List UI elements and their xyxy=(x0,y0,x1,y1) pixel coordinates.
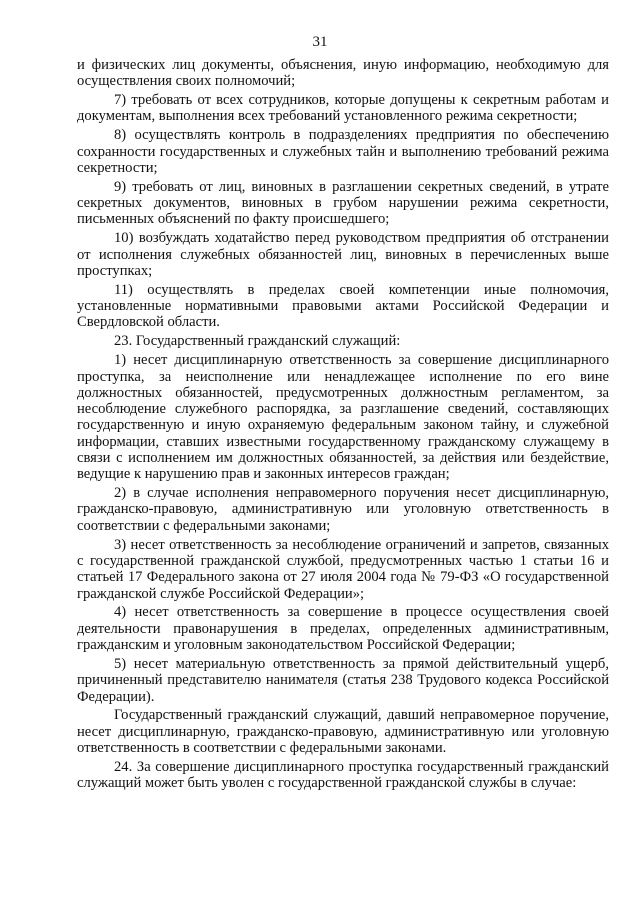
section-heading-23: 23. Государственный гражданский служащий: xyxy=(114,333,401,350)
document-body xyxy=(77,57,609,794)
section-23-item-1: 1) несет дисциплинарную ответственность за совершение дисциплинарного проступка, за неисполнение или ненадлежащее исполнение по его вине должностных обязанностей, предусмотренных должностным регламентом, за несоблюдение служебного распорядка, за разглашение сведений, составляющих государственную и иную охраняемую федеральным законом тайну, и служебной информации, ставших известными государственному гражданскому служащему в связи с исполнением им должностных обязанностей, за действия или бездействие, ведущие к нарушению прав и законных интересов граждан; xyxy=(77,352,609,483)
list-item-7: 7) требовать от всех сотрудников, которые допущены к секретным работам и документам, выполнения всех требований установленного режима секретности; xyxy=(77,92,609,125)
paragraph-continuation: и физических лиц документы, объяснения, иную информацию, необходимую для осуществления своих полномочий; xyxy=(77,57,609,90)
section-23-item-5: 5) несет материальную ответственность за прямой действительный ущерб, причиненный представителю нанимателя (статья 238 Трудового кодекса Российской Федерации). xyxy=(77,655,609,705)
section-23-item-4: 4) несет ответственность за совершение в процессе осуществления своей деятельности правонарушения в пределах, определенных административным, гражданским и уголовным законодательством Российской Федерации; xyxy=(77,604,609,654)
section-heading-24: 24. За совершение дисциплинарного проступка государственный гражданский служащий может быть уволен с государственной гражданской службы в случае: xyxy=(77,758,609,792)
paragraph-improper-order: Государственный гражданский служащий, давший неправомерное поручение, несет дисциплинарную, гражданско-правовую, административную или уголовную ответственность в соответствии с федеральными законами. xyxy=(77,707,609,756)
section-23-item-3: 3) несет ответственность за несоблюдение ограничений и запретов, связанных с государственной гражданской службой, предусмотренных частью 1 статьи 16 и статьей 17 Федерального закона от 27 июля 2004 года № 79-ФЗ «О государственной гражданской службе Российской Федерации»; xyxy=(77,536,609,602)
list-item-11: 11) осуществлять в пределах своей компетенции иные полномочия, установленные нормативными правовыми актами Российской Федерации и Свердловской области. xyxy=(77,281,609,331)
list-item-8: 8) осуществлять контроль в подразделениях предприятия по обеспечению сохранности государственных и служебных тайн и выполнению требований режима секретности; xyxy=(77,127,609,176)
list-item-9: 9) требовать от лиц, виновных в разглашении секретных сведений, в утрате секретных документов, виновных в грубом нарушении режима секретности, письменных объяснений по факту происшедшего; xyxy=(77,178,609,228)
section-23-item-2: 2) в случае исполнения неправомерного поручения несет дисциплинарную, гражданско-правовую, административную или уголовную ответственность в соответствии с федеральными законами; xyxy=(77,485,609,534)
list-item-10: 10) возбуждать ходатайство перед руководством предприятия об отстранении от исполнения служебных обязанностей лиц, виновных в перечисленных выше проступках; xyxy=(77,230,609,279)
page-number: 31 xyxy=(312,34,328,50)
